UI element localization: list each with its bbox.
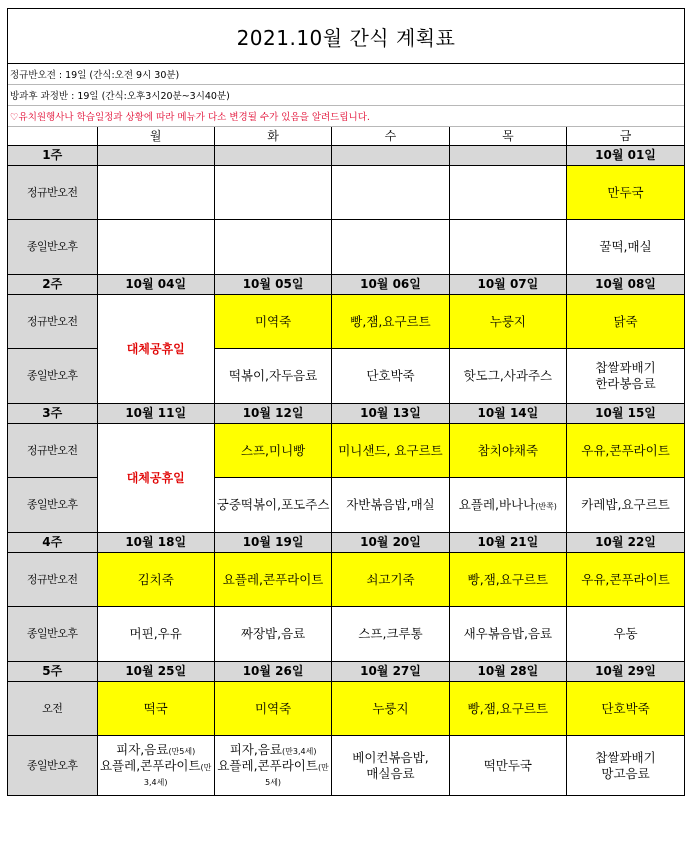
date-cell: 10월 08일 [567, 275, 684, 295]
header-corner-cell [8, 127, 97, 146]
menu-cell: 핫도그,사과주스 [449, 349, 566, 404]
menu-cell: 요플레,콘푸라이트 [214, 553, 331, 607]
date-cell: 10월 27일 [332, 662, 449, 682]
date-cell: 10월 01일 [567, 146, 684, 166]
date-cell [97, 146, 214, 166]
menu-text: 요플레,콘푸라이트 [217, 757, 318, 773]
date-cell: 10월 29일 [567, 662, 684, 682]
week-1-date-row [8, 146, 684, 166]
date-cell: 10월 25일 [97, 662, 214, 682]
date-cell: 10월 11일 [97, 404, 214, 424]
week-5-am-row [8, 682, 684, 736]
row-label-pm: 종일반오후 [8, 349, 97, 404]
snack-plan-sheet [7, 8, 685, 796]
week-1-pm-row [8, 220, 684, 275]
menu-cell: 떡볶이,자두음료 [214, 349, 331, 404]
menu-cell [214, 166, 331, 220]
row-label-am: 정규반오전 [8, 553, 97, 607]
date-cell [332, 146, 449, 166]
menu-line: 매실음료 [366, 765, 415, 781]
row-label-am: 정규반오전 [8, 295, 97, 349]
holiday-cell [97, 424, 214, 533]
menu-line: 찹쌀꽈배기 [595, 749, 656, 765]
menu-cell: 우유,콘푸라이트 [567, 553, 684, 607]
row-label-pm: 종일반오후 [8, 478, 97, 533]
menu-cell: 참치야채죽 [449, 424, 566, 478]
date-cell: 10월 13일 [332, 404, 449, 424]
menu-text: 요플레,바나나 [458, 497, 536, 513]
menu-cell: 미역죽 [214, 682, 331, 736]
date-cell: 10월 26일 [214, 662, 331, 682]
menu-cell [567, 349, 684, 404]
weekday-mon: 월 [97, 127, 214, 146]
week-1-am-row [8, 166, 684, 220]
week-4-date-row [8, 533, 684, 553]
menu-line: 한라봉음료 [595, 376, 656, 391]
date-cell: 10월 19일 [214, 533, 331, 553]
date-cell: 10월 04일 [97, 275, 214, 295]
menu-line [98, 742, 214, 758]
notice-text: ♡유치원행사나 학습일정과 상황에 따라 메뉴가 다소 변경될 수가 있음을 알려드립니다. [8, 106, 684, 127]
holiday-cell [97, 295, 214, 404]
menu-cell [332, 736, 449, 796]
menu-cell: 단호박죽 [567, 682, 684, 736]
menu-cell [332, 166, 449, 220]
week-label: 2주 [8, 275, 97, 295]
menu-cell [97, 166, 214, 220]
menu-cell [214, 220, 331, 275]
date-cell: 10월 07일 [449, 275, 566, 295]
info-morning-class: 정규반오전 : 19일 (간식:오전 9시 30분) [8, 64, 684, 85]
week-4-am-row [8, 553, 684, 607]
menu-text: 피자,음료 [229, 742, 283, 758]
week-2-am-row [8, 295, 684, 349]
row-label-am: 오전 [8, 682, 97, 736]
date-cell: 10월 28일 [449, 662, 566, 682]
menu-cell: 단호박죽 [332, 349, 449, 404]
menu-note: (반쪽) [535, 502, 557, 512]
menu-cell: 누룽지 [332, 682, 449, 736]
row-label-pm: 종일반오후 [8, 220, 97, 275]
menu-cell: 닭죽 [567, 295, 684, 349]
row-label-am: 정규반오전 [8, 166, 97, 220]
holiday-text: 대체공휴일 [126, 471, 185, 485]
menu-note: (만5세) [168, 747, 196, 757]
date-cell: 10월 18일 [97, 533, 214, 553]
menu-cell: 빵,잼,요구르트 [449, 553, 566, 607]
row-label-am: 정규반오전 [8, 424, 97, 478]
menu-cell: 스프,미니빵 [214, 424, 331, 478]
menu-cell: 미니샌드, 요구르트 [332, 424, 449, 478]
menu-cell: 우동 [567, 607, 684, 662]
row-label-pm: 종일반오후 [8, 736, 97, 796]
menu-line [215, 758, 331, 789]
menu-cell: 자반볶음밥,매실 [332, 478, 449, 533]
menu-cell [97, 736, 214, 796]
weekday-thu: 목 [449, 127, 566, 146]
date-cell: 10월 12일 [214, 404, 331, 424]
menu-cell: 미역죽 [214, 295, 331, 349]
date-cell: 10월 22일 [567, 533, 684, 553]
menu-line [98, 758, 214, 789]
date-cell: 10월 21일 [449, 533, 566, 553]
menu-cell: 김치죽 [97, 553, 214, 607]
date-cell [214, 146, 331, 166]
date-cell [449, 146, 566, 166]
date-cell: 10월 14일 [449, 404, 566, 424]
menu-line: 망고음료 [601, 765, 650, 781]
holiday-text: 대체공휴일 [126, 342, 185, 356]
menu-cell: 우유,콘푸라이트 [567, 424, 684, 478]
weekday-fri: 금 [567, 127, 684, 146]
weekday-tue: 화 [214, 127, 331, 146]
menu-cell [449, 166, 566, 220]
date-cell: 10월 20일 [332, 533, 449, 553]
menu-cell: 머핀,우유 [97, 607, 214, 662]
menu-cell [449, 220, 566, 275]
menu-cell: 떡국 [97, 682, 214, 736]
week-5-pm-row [8, 736, 684, 796]
menu-cell: 누룽지 [449, 295, 566, 349]
menu-note: (만3,4세) [143, 762, 212, 788]
weekday-header-row [8, 127, 684, 146]
menu-cell [214, 736, 331, 796]
menu-text: 요플레,콘푸라이트 [99, 757, 201, 773]
week-label: 3주 [8, 404, 97, 424]
menu-cell [567, 736, 684, 796]
menu-cell: 카레밥,요구르트 [567, 478, 684, 533]
menu-cell: 쇠고기죽 [332, 553, 449, 607]
snack-table [8, 127, 684, 795]
menu-text: 피자,음료 [116, 742, 169, 758]
week-label: 4주 [8, 533, 97, 553]
menu-cell: 떡만두국 [449, 736, 566, 796]
date-cell: 10월 15일 [567, 404, 684, 424]
week-2-date-row [8, 275, 684, 295]
week-5-date-row [8, 662, 684, 682]
page-title: 2021.10월 간식 계획표 [8, 9, 684, 64]
week-4-pm-row [8, 607, 684, 662]
menu-line [215, 742, 331, 758]
menu-cell [449, 478, 566, 533]
menu-cell: 꿀떡,매실 [567, 220, 684, 275]
menu-cell: 짜장밥,음료 [214, 607, 331, 662]
weekday-wed: 수 [332, 127, 449, 146]
menu-cell: 만두국 [567, 166, 684, 220]
date-cell: 10월 06일 [332, 275, 449, 295]
menu-note: (만3,4세) [282, 747, 317, 757]
week-label: 5주 [8, 662, 97, 682]
menu-cell: 빵,잼,요구르트 [449, 682, 566, 736]
menu-cell: 빵,잼,요구르트 [332, 295, 449, 349]
date-cell: 10월 05일 [214, 275, 331, 295]
menu-cell: 새우볶음밥,음료 [449, 607, 566, 662]
week-3-date-row [8, 404, 684, 424]
menu-line: 베이컨볶음밥, [352, 749, 429, 765]
menu-cell: 궁중떡볶이,포도주스 [214, 478, 331, 533]
info-afterschool-class: 방과후 과정반 : 19일 (간식:오후3시20분~3시40분) [8, 85, 684, 106]
week-label: 1주 [8, 146, 97, 166]
menu-cell: 스프,크루통 [332, 607, 449, 662]
menu-note: (만5세) [265, 762, 329, 788]
menu-cell [97, 220, 214, 275]
row-label-pm: 종일반오후 [8, 607, 97, 662]
menu-line: 찹쌀꽈배기 [595, 360, 656, 376]
menu-cell [332, 220, 449, 275]
week-3-am-row [8, 424, 684, 478]
